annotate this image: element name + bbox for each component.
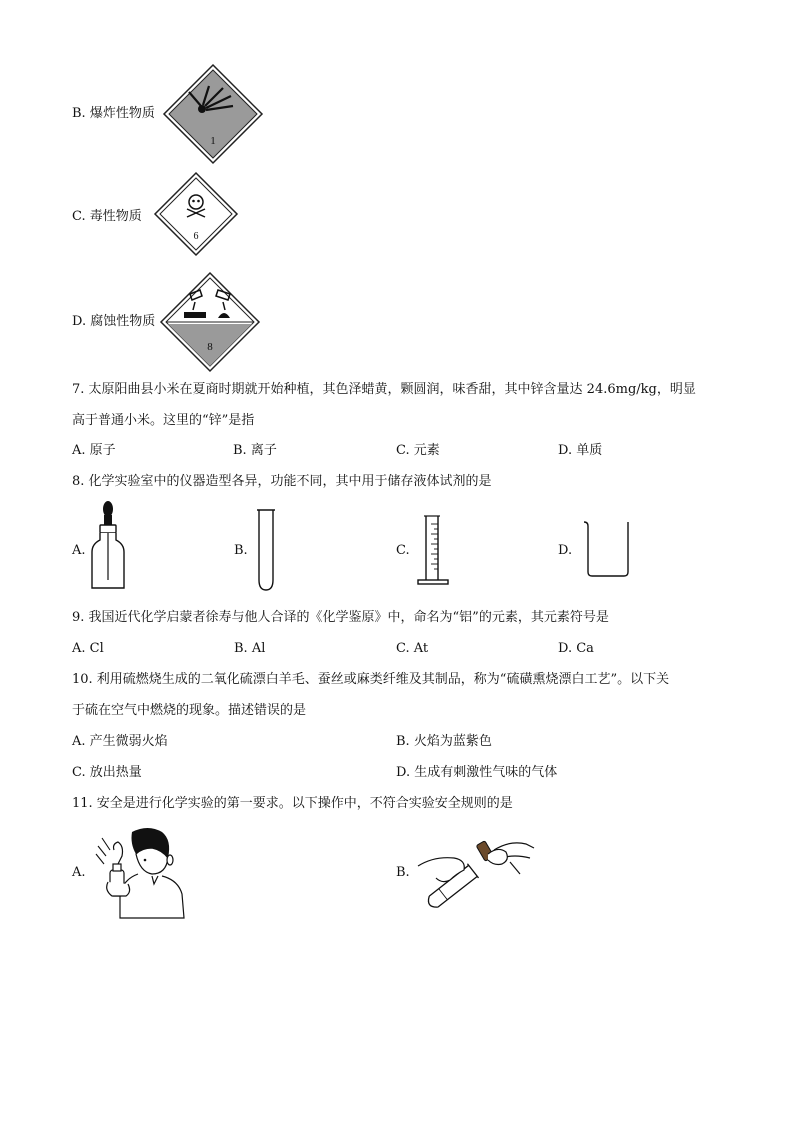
q9-option-a[interactable]: A. Cl (72, 641, 104, 656)
q7-stem-line1: 7. 太原阳曲县小米在夏商时期就开始种植，其色泽蜡黄，颗圆润，味香甜，其中锌含量达 24.6mg/kg，明显 (72, 382, 696, 397)
q9-stem: 9. 我国近代化学启蒙者徐寿与他人合译的《化学鉴原》中，命名为“铝”的元素，其元素符号是 (72, 610, 609, 625)
student-smelling-bottle-illustration (92, 824, 188, 920)
toxic-sign-number: 6 (193, 231, 199, 242)
q10-option-b[interactable]: B. 火焰为蓝紫色 (396, 734, 492, 749)
q10-option-a[interactable]: A. 产生微弱火焰 (72, 734, 168, 749)
q7-option-a[interactable]: A. 原子 (72, 443, 116, 458)
graduated-cylinder-icon (416, 514, 450, 586)
q9-option-d[interactable]: D. Ca (558, 641, 594, 656)
q6-option-d-label: D. 腐蚀性物质 (72, 314, 156, 329)
q8-option-b[interactable]: B. (234, 543, 248, 558)
toxic-hazard-sign-icon (154, 172, 238, 256)
q10-option-d[interactable]: D. 生成有刺激性气味的气体 (396, 765, 558, 780)
q8-stem: 8. 化学实验室中的仪器造型各异，功能不同，其中用于储存液体试剂的是 (72, 474, 492, 489)
corrosive-sign-number: 8 (207, 341, 213, 353)
q8-option-a[interactable]: A. (72, 543, 86, 558)
hand-heating-test-tube-illustration (414, 832, 538, 922)
q7-option-b[interactable]: B. 离子 (233, 443, 277, 458)
q11-stem: 11. 安全是进行化学实验的第一要求。以下操作中，不符合实验安全规则的是 (72, 796, 513, 811)
q8-option-d[interactable]: D. (558, 543, 573, 558)
q10-stem-line2: 于硫在空气中燃烧的现象。描述错误的是 (72, 703, 307, 718)
q7-option-d[interactable]: D. 单质 (558, 443, 603, 458)
q8-option-c[interactable]: C. (396, 543, 410, 558)
corrosive-hazard-sign-icon (160, 272, 260, 372)
dropper-bottle-icon (88, 500, 128, 592)
q7-option-c[interactable]: C. 元素 (396, 443, 440, 458)
q6-option-c-label: C. 毒性物质 (72, 209, 142, 224)
test-tube-icon (256, 508, 276, 592)
q10-stem-line1: 10. 利用硫燃烧生成的二氧化硫漂白羊毛、蚕丝或麻类纤维及其制品，称为“硫磺熏烧漂白工艺”。以下关 (72, 672, 670, 687)
q11-option-a[interactable]: A. (72, 865, 86, 880)
q9-option-c[interactable]: C. At (396, 641, 429, 656)
q7-stem-line2: 高于普通小米。这里的“锌”是指 (72, 413, 255, 428)
beaker-icon (582, 520, 634, 578)
q10-option-c[interactable]: C. 放出热量 (72, 765, 142, 780)
q11-option-b[interactable]: B. (396, 865, 410, 880)
q9-option-b[interactable]: B. Al (234, 641, 266, 656)
explosive-sign-number: 1 (210, 135, 216, 147)
explosive-hazard-sign-icon (163, 64, 263, 164)
q6-option-b-label: B. 爆炸性物质 (72, 106, 155, 121)
